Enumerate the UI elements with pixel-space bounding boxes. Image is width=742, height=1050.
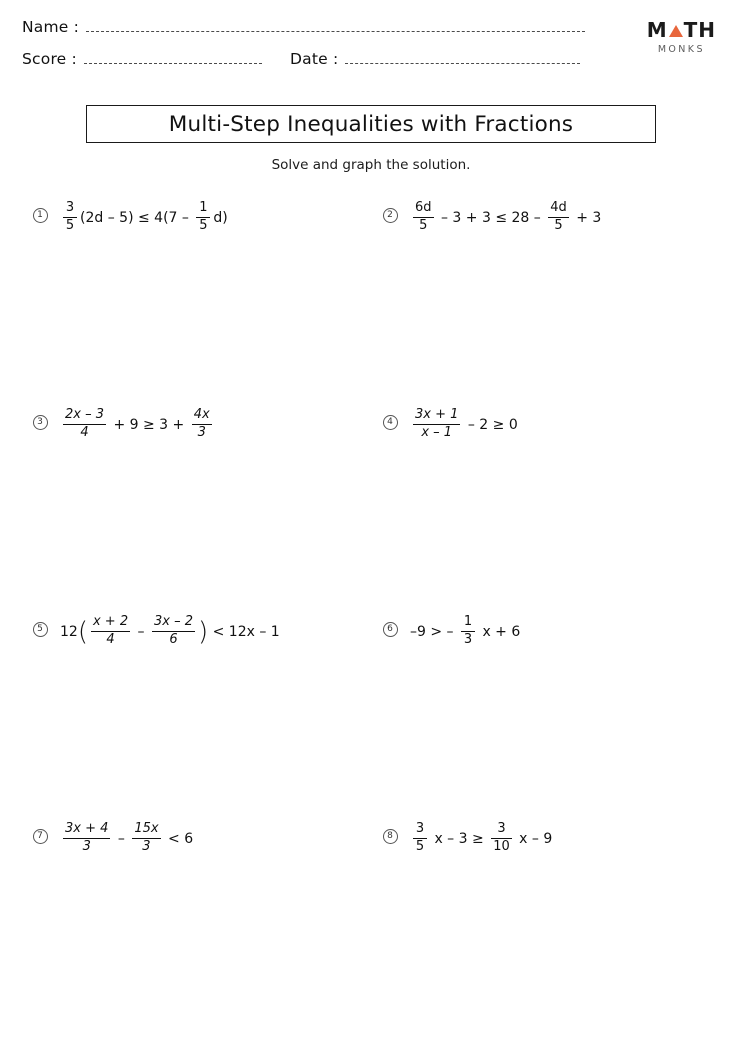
expression-text: d)	[213, 210, 228, 227]
problem-row	[0, 614, 742, 821]
fraction-numerator: 4x	[193, 407, 210, 422]
problem-expression	[60, 616, 280, 649]
fraction-denominator: 3	[197, 424, 206, 440]
logo-subtext: MONKS	[657, 44, 705, 55]
expression-text: + 3	[571, 210, 602, 227]
fraction-numerator: x + 2	[92, 614, 129, 629]
name-label: Name :	[22, 18, 80, 36]
problem-number	[380, 622, 400, 636]
fraction	[63, 822, 110, 855]
problem-6	[380, 614, 520, 647]
problem-1	[30, 200, 228, 233]
problem-2	[380, 200, 601, 233]
problem-8	[380, 821, 552, 854]
fraction-numerator: 3x – 2	[154, 614, 194, 629]
problem-number	[380, 415, 400, 429]
fraction-numerator: 1	[463, 614, 473, 629]
fraction	[491, 822, 512, 855]
problem-expression	[410, 823, 552, 856]
fraction	[192, 408, 212, 441]
parenthesis: (	[77, 617, 88, 648]
fraction	[413, 201, 434, 234]
expression-text: –	[133, 624, 150, 641]
problem-expression	[410, 616, 520, 649]
page-title: Multi-Step Inequalities with Fractions	[168, 111, 574, 137]
expression-text: < 12x – 1	[208, 624, 280, 641]
expression-text: – 3 + 3 ≤ 28 –	[436, 210, 546, 227]
fraction-numerator: 6d	[415, 200, 432, 215]
problem-number-circle: 2	[383, 208, 398, 223]
fraction	[63, 201, 77, 234]
problem-number	[380, 208, 400, 222]
expression-text: x – 3 ≥	[430, 831, 489, 848]
date-label: Date :	[290, 50, 339, 68]
expression-text: –9 > –	[410, 624, 458, 641]
problem-7	[30, 821, 193, 854]
problem-4	[380, 407, 518, 440]
problem-row	[0, 821, 742, 1028]
fraction-denominator: 10	[493, 838, 510, 854]
date-input-line[interactable]	[345, 63, 580, 64]
problem-number	[380, 829, 400, 843]
fraction-denominator: 4	[80, 424, 89, 440]
fraction-denominator: 3	[142, 838, 151, 854]
fraction	[91, 615, 130, 648]
fraction-denominator: 4	[106, 631, 115, 647]
problem-number	[30, 208, 50, 222]
problem-expression	[60, 409, 215, 442]
expression-text: – 2 ≥ 0	[463, 417, 518, 434]
logo-wordmark	[647, 20, 716, 40]
expression-text: + 9 ≥ 3 +	[109, 417, 189, 434]
problem-number-circle: 7	[33, 829, 48, 844]
fraction-numerator: 3x + 4	[65, 821, 109, 836]
fraction-numerator: 2x – 3	[65, 407, 104, 422]
fraction-denominator: 6	[169, 631, 178, 647]
expression-text: (2d – 5) ≤ 4(7 –	[80, 210, 194, 227]
expression-text: 12	[60, 624, 78, 641]
worksheet-header	[0, 18, 742, 90]
expression-text: –	[113, 831, 130, 848]
problem-number-circle: 6	[383, 622, 398, 637]
problem-list	[0, 200, 742, 1028]
problem-expression	[60, 823, 193, 856]
fraction-denominator: 5	[415, 838, 425, 854]
problem-number-circle: 1	[33, 208, 48, 223]
problem-number	[30, 829, 50, 843]
fraction	[413, 408, 460, 441]
fraction	[413, 822, 427, 855]
problem-expression	[410, 202, 601, 235]
fraction-numerator: 3x + 1	[415, 407, 459, 422]
problem-number-circle: 3	[33, 415, 48, 430]
parenthesis: )	[198, 617, 209, 648]
name-input-line[interactable]	[86, 31, 585, 32]
fraction	[196, 201, 210, 234]
fraction	[461, 615, 475, 648]
score-field-row	[22, 50, 262, 68]
problem-3	[30, 407, 215, 440]
fraction-denominator: 3	[82, 838, 91, 854]
problem-number-circle: 8	[383, 829, 398, 844]
fraction-denominator: 5	[199, 217, 208, 233]
expression-text: x + 6	[478, 624, 521, 641]
name-field-row	[22, 18, 585, 36]
expression-text: x – 9	[514, 831, 553, 848]
score-input-line[interactable]	[84, 63, 262, 64]
fraction-numerator: 3	[65, 200, 75, 215]
problem-number-circle: 5	[33, 622, 48, 637]
triangle-icon	[669, 25, 683, 37]
fraction-numerator: 3	[497, 821, 506, 836]
instructions: Solve and graph the solution.	[271, 157, 471, 173]
logo-letter-m: M	[646, 18, 668, 42]
problem-row	[0, 200, 742, 407]
fraction	[152, 615, 195, 648]
logo-letters-ath: TH	[683, 18, 716, 42]
fraction	[63, 408, 106, 441]
fraction-denominator: x – 1	[421, 424, 453, 440]
date-field-row	[290, 50, 580, 68]
problem-expression	[410, 409, 518, 442]
mathmonks-logo	[647, 20, 716, 55]
problem-expression	[60, 202, 228, 235]
problem-number	[30, 622, 50, 636]
problem-number-circle: 4	[383, 415, 398, 430]
problem-5	[30, 614, 280, 647]
fraction-numerator: 1	[199, 200, 208, 215]
fraction-denominator: 5	[419, 217, 428, 233]
fraction-numerator: 4d	[550, 200, 567, 215]
score-label: Score :	[22, 50, 77, 68]
fraction	[548, 201, 569, 234]
fraction-numerator: 15x	[134, 821, 159, 836]
problem-row	[0, 407, 742, 614]
fraction	[132, 822, 160, 855]
fraction-denominator: 5	[554, 217, 563, 233]
worksheet-title-box	[86, 105, 656, 143]
fraction-denominator: 5	[65, 217, 75, 233]
fraction-numerator: 3	[415, 821, 425, 836]
fraction-denominator: 3	[463, 631, 473, 647]
problem-number	[30, 415, 50, 429]
expression-text: < 6	[163, 831, 194, 848]
